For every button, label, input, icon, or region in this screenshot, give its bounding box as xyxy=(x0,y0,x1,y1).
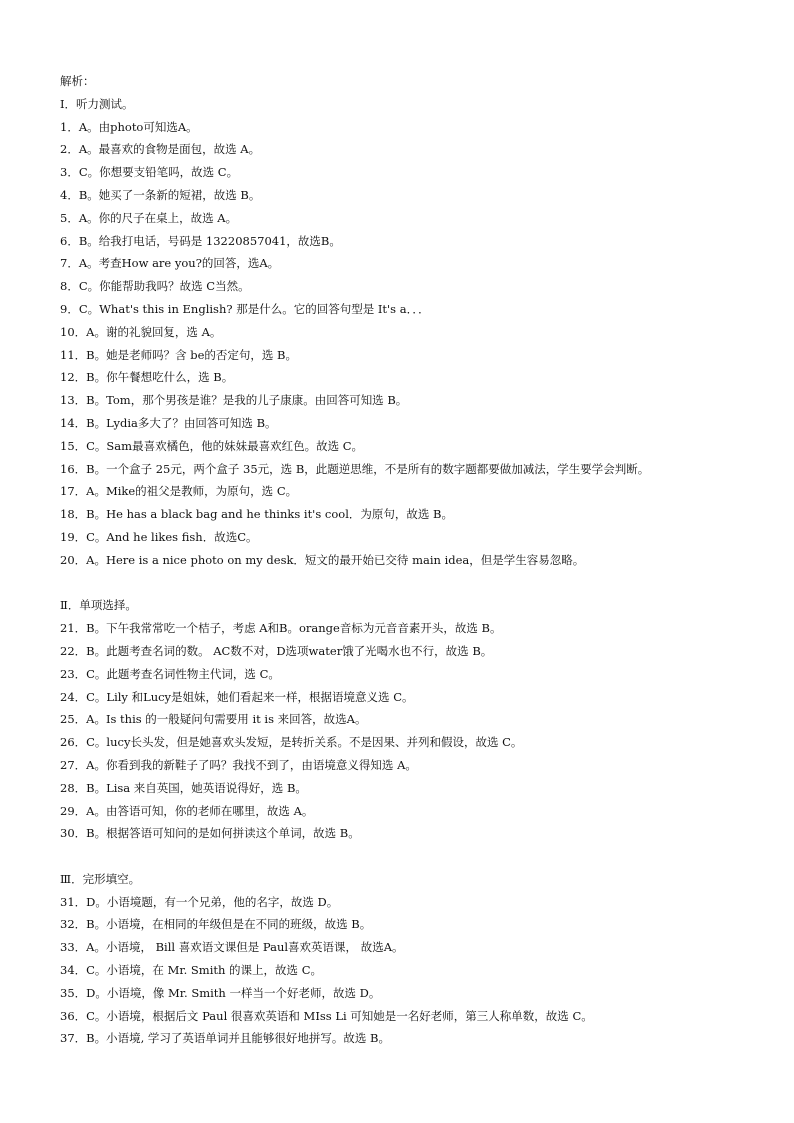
list-item: 33．A。小语境， Bill 喜欢语文课但是 Paul喜欢英语课， 故选A。 xyxy=(60,940,404,955)
section-spacer xyxy=(60,845,760,868)
section-cloze xyxy=(60,868,760,1050)
list-item: 29．A。由答语可知，你的老师在哪里，故选 A。 xyxy=(60,803,314,818)
list-item: 24．C。Lily 和Lucy是姐妹，她们看起来一样，根据语境意义选 C。 xyxy=(60,689,414,704)
answer-explanations-page xyxy=(60,70,760,1050)
section-single-choice xyxy=(60,594,760,845)
list-item: 1．A。由photo可知选A。 xyxy=(60,119,198,134)
list-item: 3．C。你想要支铅笔吗，故选 C。 xyxy=(60,165,239,180)
section-title: Ⅱ．单项选择。 xyxy=(60,598,137,613)
list-item: 21．B。下午我常常吃一个桔子，考虑 A和B。orange音标为元音音素开头，故选 B。 xyxy=(60,621,502,636)
list-item: 2．A。最喜欢的食物是面包，故选 A。 xyxy=(60,142,261,157)
list-item: 37．B。小语境, 学习了英语单词并且能够很好地拼写。故选 B。 xyxy=(60,1031,390,1046)
list-item: 14．B。Lydia多大了？由回答可知选 B。 xyxy=(60,415,277,430)
list-item: 23．C。此题考查名词性物主代词，选 C。 xyxy=(60,666,280,681)
list-item: 19．C。And he likes fish．故选C。 xyxy=(60,529,258,544)
list-item: 7．A。考查How are you?的回答，选A。 xyxy=(60,256,280,271)
list-item: 16．B。一个盒子 25元，两个盒子 35元，选 B，此题逆思维，不是所有的数字题都要做加减法，学生要学会判断。 xyxy=(60,461,650,476)
list-item: 30．B。根据答语可知问的是如何拼读这个单词，故选 B。 xyxy=(60,826,360,841)
list-item: 12．B。你午餐想吃什么，选 B。 xyxy=(60,370,234,385)
list-item: 35．D。小语境，像 Mr. Smith 一样当一个好老师，故选 D。 xyxy=(60,985,381,1000)
list-item: 11．B。她是老师吗？含 be的否定句，选 B。 xyxy=(60,347,298,362)
list-item: 9．C。What's this in English? 那是什么。它的回答句型是 It's a．．． xyxy=(60,301,430,316)
list-item: 32．B。小语境，在相同的年级但是在不同的班级，故选 B。 xyxy=(60,917,372,932)
page-heading: 解析： xyxy=(60,74,95,88)
list-item: 22．B。此题考查名词的数。 AC数不对，D选项water饿了光喝水也不行，故选 B。 xyxy=(60,643,493,658)
list-item: 10．A。谢的礼貌回复，选 A。 xyxy=(60,324,222,339)
list-item: 8．C。你能帮助我吗？故选 C当然。 xyxy=(60,279,250,294)
list-item: 5．A。你的尺子在桌上，故选 A。 xyxy=(60,210,238,225)
list-item: 34．C。小语境，在 Mr. Smith 的课上，故选 C。 xyxy=(60,963,323,978)
list-item: 36．C。小语境，根据后文 Paul 很喜欢英语和 MIss Li 可知她是一名好老师，第三人称单数，故选 C。 xyxy=(60,1008,593,1023)
list-item: 25．A。Is this 的一般疑问句需要用 it is 来回答，故选A。 xyxy=(60,712,367,727)
list-item: 13．B。Tom，那个男孩是谁？是我的儿子康康。由回答可知选 B。 xyxy=(60,393,408,408)
list-item: 18．B。He has a black bag and he thinks it's cool．为原句，故选 B。 xyxy=(60,507,453,522)
list-item: 17．A。Mike的祖父是教师，为原句，选 C。 xyxy=(60,484,298,499)
list-item: 4．B。她买了一条新的短裙，故选 B。 xyxy=(60,187,261,202)
list-item: 26．C。lucy长头发，但是她喜欢头发短，是转折关系。不是因果、并列和假设，故选 C。 xyxy=(60,735,523,750)
section-title: Ⅰ．听力测试。 xyxy=(60,96,134,111)
section-title: Ⅲ．完形填空。 xyxy=(60,871,141,886)
section-listening xyxy=(60,93,760,572)
list-item: 31．D。小语境题，有一个兄弟，他的名字，故选 D。 xyxy=(60,894,339,909)
section-spacer xyxy=(60,572,760,595)
list-item: 27．A。你看到我的新鞋子了吗？我找不到了，由语境意义得知选 A。 xyxy=(60,757,417,772)
list-item: 15．C。Sam最喜欢橘色，他的妹妹最喜欢红色。故选 C。 xyxy=(60,438,364,453)
list-item: 20．A。Here is a nice photo on my desk．短文的最开始已交待 main idea，但是学生容易忽略。 xyxy=(60,552,585,567)
list-item: 28．B。Lisa 来自英国，她英语说得好，选 B。 xyxy=(60,780,307,795)
list-item: 6．B。给我打电话，号码是 13220857041，故选B。 xyxy=(60,233,341,248)
